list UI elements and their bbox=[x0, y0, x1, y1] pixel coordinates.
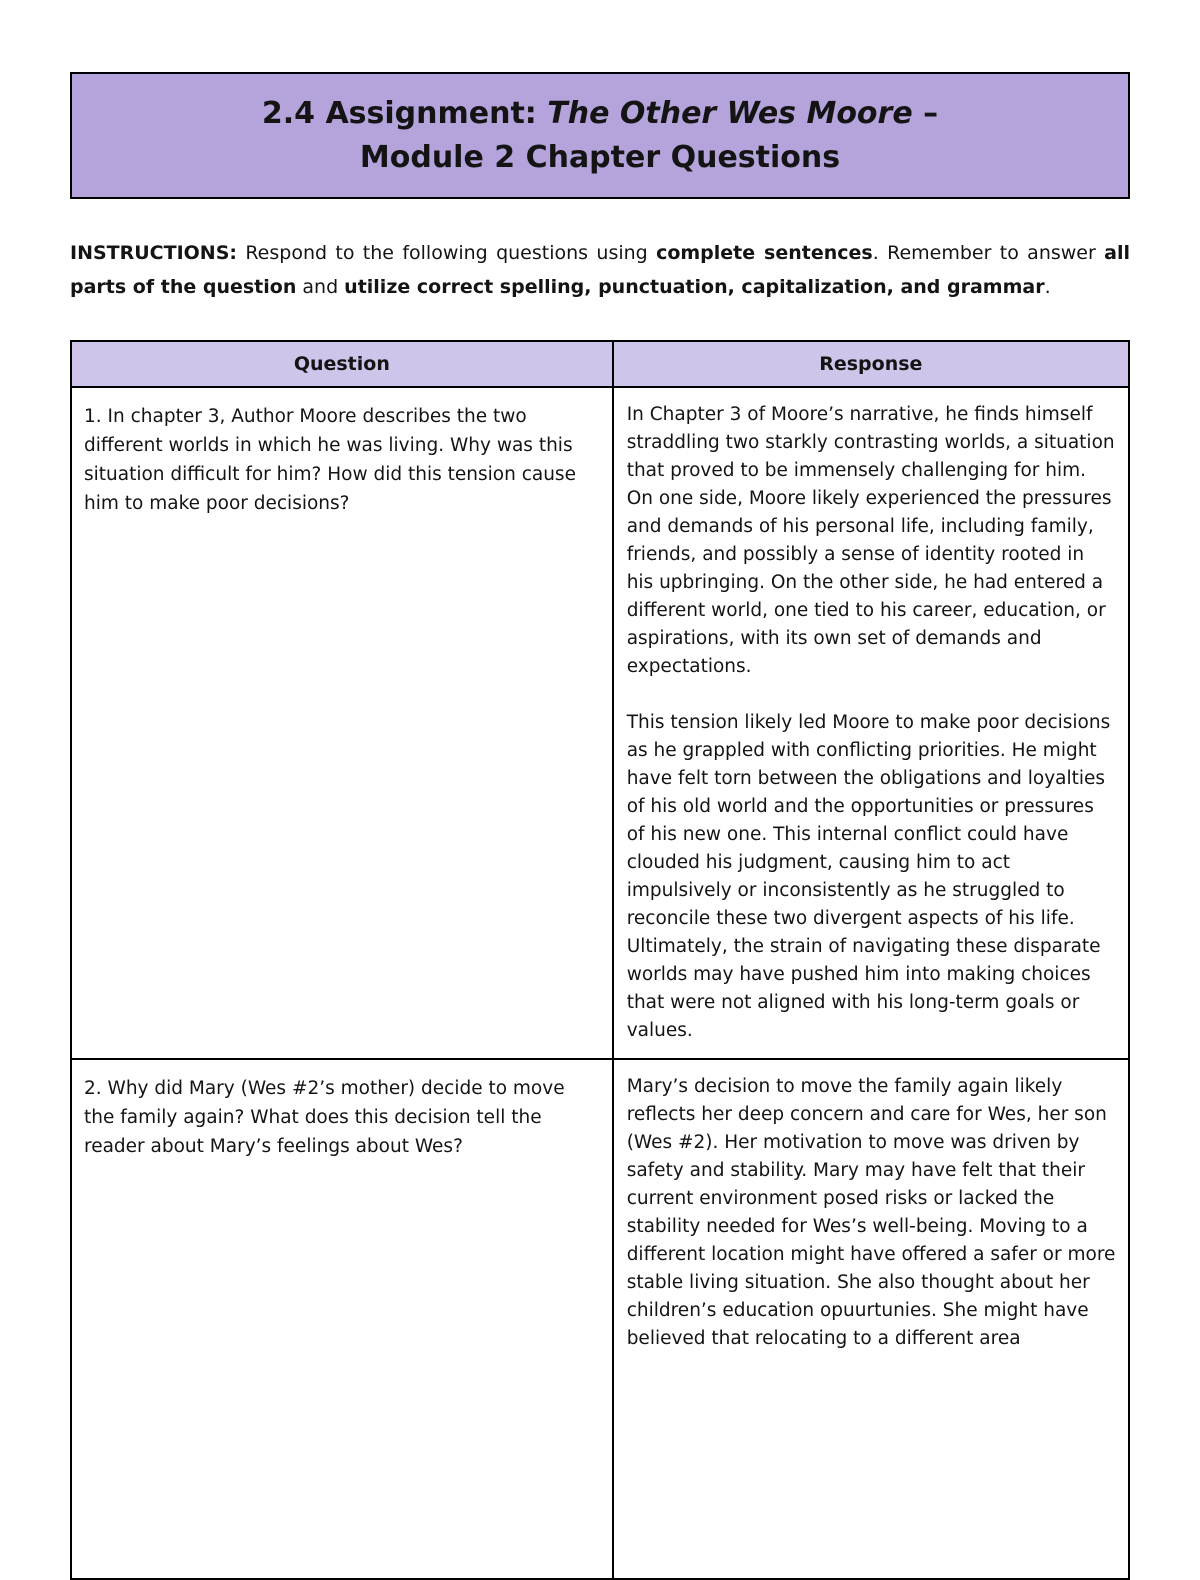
questions-table bbox=[70, 340, 1130, 1580]
response-column-header: Response bbox=[613, 341, 1129, 387]
table-header-row bbox=[71, 341, 1129, 387]
title-prefix: 2.4 Assignment: bbox=[261, 96, 548, 131]
table-row bbox=[71, 387, 1129, 1059]
book-title: The Other Wes Moore bbox=[547, 96, 913, 131]
instructions-paragraph: INSTRUCTIONS: Respond to the following questions using complete sentences. Remember to answer all parts of the question and utilize correct spelling, punctuation, capitalization, and grammar. bbox=[70, 242, 1130, 298]
assignment-title-box bbox=[70, 72, 1130, 199]
response-paragraph: Mary’s decision to move the family again likely reflects her deep concern and care for Wes, her son (Wes #2). Her motivation to move was driven by safety and stability. Mary may have felt that their current environment posed risks or lacked the stability needed for Wes’s well-being. Moving to a different location might have offered a safer or more stable living situation. She also thought about her children’s education opuurtunies. She might have believed that relocating to a different area bbox=[626, 1076, 1116, 1349]
title-dash: – bbox=[912, 96, 939, 131]
response-cell bbox=[613, 387, 1129, 1059]
question-cell: 1. In chapter 3, Author Moore describes the two different worlds in which he was living. Why was this situation difficult for him? How did this tension cause him to make poor decisions? bbox=[71, 387, 613, 1059]
instructions-label: INSTRUCTIONS: bbox=[70, 242, 237, 264]
title-line-2: Module 2 Chapter Questions bbox=[359, 140, 841, 175]
question-cell: 2. Why did Mary (Wes #2’s mother) decide to move the family again? What does this decision tell the reader about Mary’s feelings about Wes? bbox=[71, 1059, 613, 1579]
table-row bbox=[71, 1059, 1129, 1579]
response-paragraph: In Chapter 3 of Moore’s narrative, he finds himself straddling two starkly contrasting worlds, a situation that proved to be immensely challenging for him. On one side, Moore likely experienced the pressures and demands of his personal life, including family, friends, and possibly a sense of identity rooted in his upbringing. On the other side, he had entered a different world, one tied to his career, education, or aspirations, with its own set of demands and expectations. bbox=[626, 404, 1115, 677]
response-paragraph: This tension likely led Moore to make poor decisions as he grappled with conflicting priorities. He might have felt torn between the obligations and loyalties of his old world and the opportunities or pressures of his new one. This internal conflict could have clouded his judgment, causing him to act impulsively or inconsistently as he struggled to reconcile these two divergent aspects of his life. Ultimately, the strain of navigating these disparate worlds may have pushed him into making choices that were not aligned with his long-term goals or values. bbox=[626, 712, 1111, 1041]
title-line-1 bbox=[84, 92, 1116, 136]
question-column-header: Question bbox=[71, 341, 613, 387]
response-cell bbox=[613, 1059, 1129, 1579]
